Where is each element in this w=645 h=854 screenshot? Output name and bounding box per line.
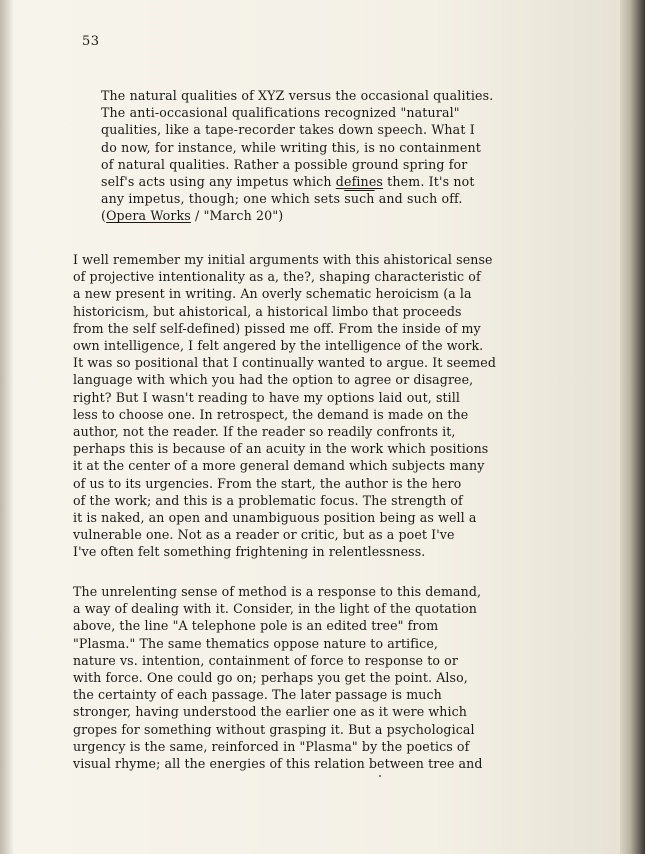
page-edge-shadow — [620, 0, 645, 854]
quote-line: The natural qualities of XYZ versus the occasional qualities. — [101, 88, 494, 103]
paragraph-line: language with which you had the option to agree or disagree, — [73, 372, 474, 388]
quote-line — [101, 190, 606, 207]
paragraph-line: stronger, having understood the earlier one as it were which — [73, 704, 467, 720]
paragraph-line: I well remember my initial arguments with this ahistorical sense — [73, 252, 493, 267]
paragraph-line: It was so positional that I continually wanted to argue. It seemed — [73, 355, 497, 371]
paragraph-line: from the self self-defined) pissed me off. From the inside of my — [73, 320, 481, 336]
overlined-word: such — [344, 191, 375, 207]
paragraph-line: perhaps this is because of an acuity in the work which positions — [73, 441, 489, 457]
citation-rest: / "March 20") — [190, 208, 284, 224]
paragraph-line: I've often felt something frightening in relentlessness. — [73, 544, 426, 560]
quote-text: self's acts using any impetus which — [101, 174, 336, 190]
page-number: 53 — [82, 34, 100, 49]
underlined-word: defines — [335, 174, 384, 190]
citation-title: Opera Works — [106, 208, 191, 224]
quote-text: any impetus, though; one which sets — [101, 191, 345, 207]
paragraph-line: with force. One could go on; perhaps you get the point. Also, — [73, 670, 468, 686]
paragraph-line: above, the line "A telephone pole is an edited tree" from — [73, 618, 439, 634]
paragraph-line: urgency is the same, reinforced in "Plasma" by the poetics of — [73, 738, 470, 754]
ink-speck — [379, 775, 381, 777]
quote-line: of natural qualities. Rather a possible ground spring for — [101, 156, 468, 172]
gutter-shadow — [0, 0, 14, 854]
citation-paren: ( — [101, 208, 107, 224]
quote-line: do now, for instance, while writing this, is no containment — [101, 139, 481, 155]
paragraph-line: The unrelenting sense of method is a response to this demand, — [73, 584, 482, 599]
quote-text: and such off. — [374, 191, 463, 207]
quote-line: qualities, like a tape-recorder takes down speech. What I — [101, 122, 475, 138]
paragraph-line: less to choose one. In retrospect, the demand is made on the — [73, 406, 469, 422]
paragraph-line: a new present in writing. An overly schematic heroicism (a la — [73, 286, 472, 302]
paragraph-1 — [73, 251, 618, 561]
paragraph-2 — [73, 583, 618, 772]
paragraph-line: gropes for something without grasping it. But a psychological — [73, 721, 475, 737]
quote-text: them. It's not — [383, 174, 475, 190]
paragraph-line: visual rhyme; all the energies of this relation between tree and — [73, 756, 483, 772]
paragraph-line: right? But I wasn't reading to have my options laid out, still — [73, 389, 461, 405]
paragraph-line: "Plasma." The same thematics oppose nature to artifice, — [73, 635, 438, 651]
quote-line: The anti-occasional qualifications recognized "natural" — [101, 105, 460, 121]
paragraph-line: own intelligence, I felt angered by the intelligence of the work. — [73, 338, 484, 354]
paragraph-line: a way of dealing with it. Consider, in the light of the quotation — [73, 601, 478, 617]
paragraph-line: author, not the reader. If the reader so readily confronts it, — [73, 424, 456, 440]
paragraph-line: of projective intentionality as a, the?, shaping characteristic of — [73, 269, 481, 285]
paragraph-line: it at the center of a more general demand which subjects many — [73, 458, 485, 474]
paragraph-line: it is naked, an open and unambiguous position being as well a — [73, 510, 477, 526]
paragraph-line: vulnerable one. Not as a reader or critic, but as a poet I've — [73, 527, 455, 543]
block-quote — [101, 87, 606, 225]
paragraph-line: of the work; and this is a problematic focus. The strength of — [73, 492, 463, 508]
paragraph-line: the certainty of each passage. The later passage is much — [73, 687, 442, 703]
paragraph-line: nature vs. intention, containment of force to response to or — [73, 652, 458, 668]
quote-line — [101, 173, 606, 190]
quote-citation — [101, 207, 606, 224]
paragraph-line: historicism, but ahistorical, a historical limbo that proceeds — [73, 303, 462, 319]
paragraph-line: of us to its urgencies. From the start, the author is the hero — [73, 475, 462, 491]
